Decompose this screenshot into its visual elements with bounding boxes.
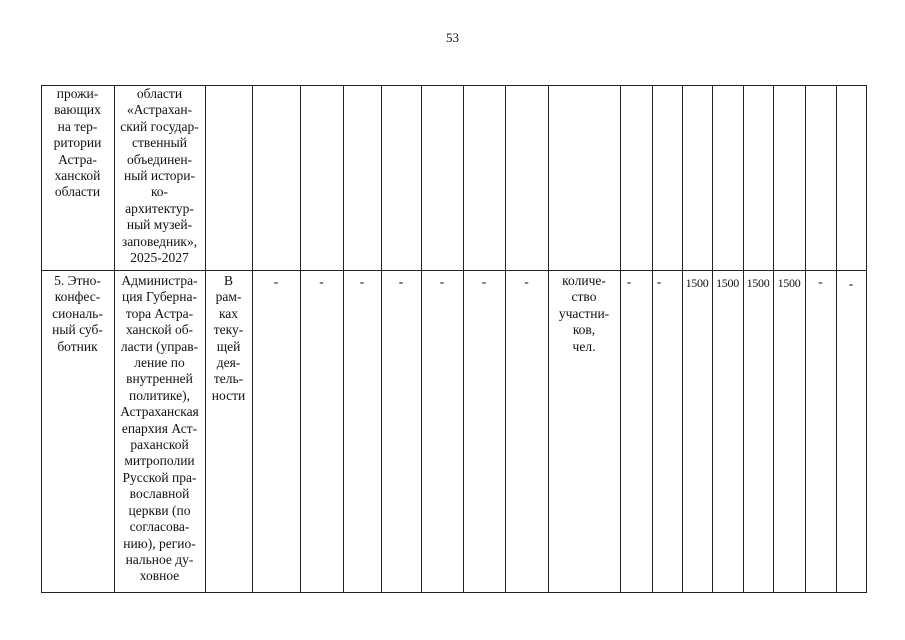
cell-value: 1500 — [746, 276, 770, 290]
page-number: 53 — [446, 30, 459, 45]
cell-value: - — [626, 274, 632, 289]
col-border — [866, 85, 867, 593]
cell-value: - — [818, 274, 823, 289]
cell-executors: Администра- ция Губерна- тора Астра- ханской об- ласти (управ- ление по внутренней политике), Астраханская епархия Аст- раханской митрополии Русской пра- вославной церкви (по согласова- нию), регио- нальное ду- ховное — [120, 273, 199, 584]
col-border — [463, 85, 464, 593]
cell-executor-continued: области «Астрахан- ский государ- ственный объединен- ный истори- ко- архитектур- ный музей- заповедник», 2025-2027 — [120, 86, 199, 266]
col-border — [620, 85, 621, 593]
col-border — [836, 85, 837, 593]
col-border — [682, 85, 683, 593]
col-border — [712, 85, 713, 593]
cell-funding: В рам- ках теку- щей дея- тель- ности — [211, 273, 246, 403]
cell-finance: - — [439, 274, 445, 289]
col-border — [773, 85, 774, 593]
cell-finance: - — [359, 274, 365, 289]
cell-event-name: 5. Этно- конфес- сиональ- ный суб- ботник — [52, 273, 103, 354]
cell-finance: - — [398, 274, 404, 289]
col-border — [652, 85, 653, 593]
col-border — [743, 85, 744, 593]
cell-indicator: количе- ство участни- ков, чел. — [558, 273, 610, 354]
data-table — [41, 85, 867, 593]
col-border — [505, 85, 506, 593]
col-border — [343, 85, 344, 593]
cell-value: 1500 — [685, 276, 709, 290]
cell-finance: - — [319, 274, 324, 289]
cell-value: - — [848, 276, 854, 291]
col-border — [300, 85, 301, 593]
col-border — [381, 85, 382, 593]
cell-value: 1500 — [716, 276, 739, 290]
col-border — [421, 85, 422, 593]
cell-finance: - — [481, 274, 487, 289]
cell-value: - — [656, 274, 662, 289]
cell-name-continued: прожи- вающих на тер- ритории Астра- ханской области — [53, 86, 102, 200]
cell-finance: - — [273, 274, 279, 289]
col-border — [805, 85, 806, 593]
col-border — [252, 85, 253, 593]
cell-finance: - — [524, 274, 529, 289]
cell-value: 1500 — [777, 276, 801, 290]
